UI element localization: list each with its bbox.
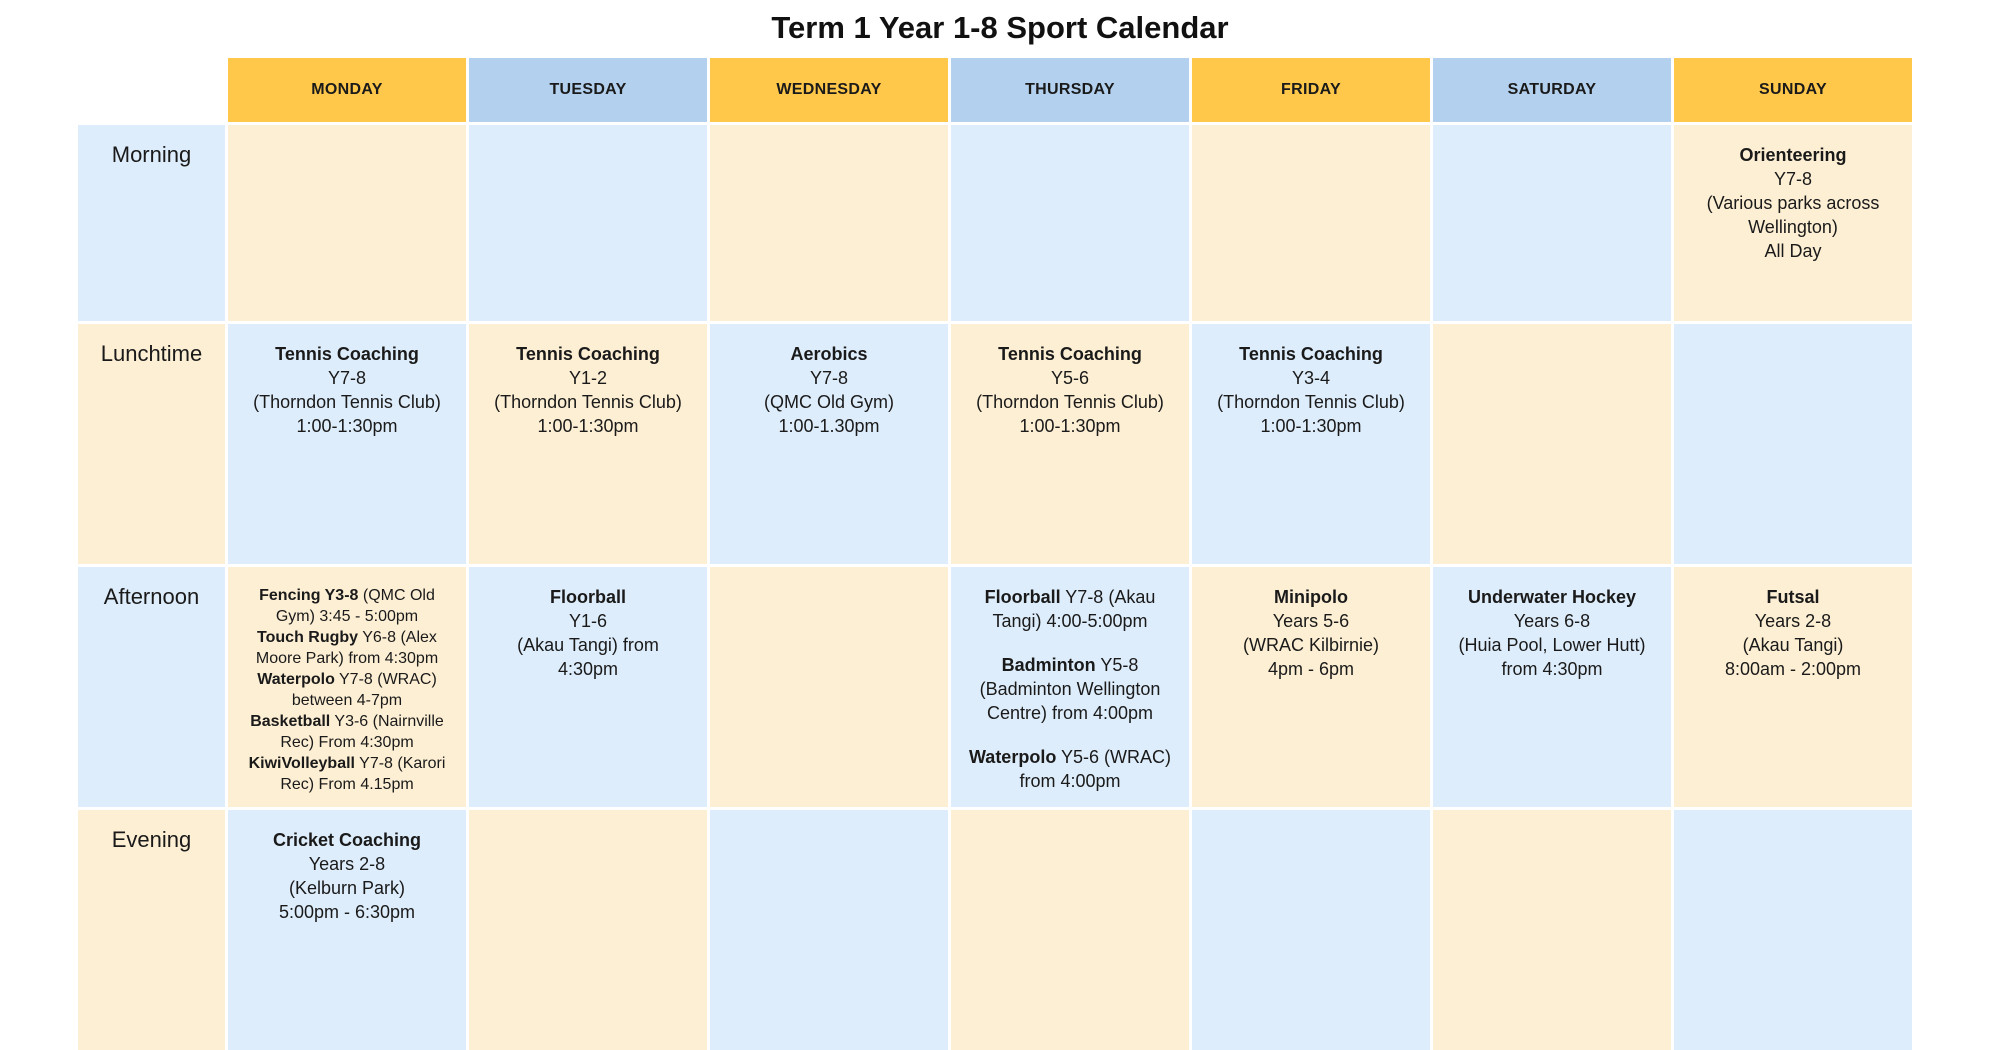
calendar-grid (78, 58, 1932, 1050)
event-location: (QMC Old Gym) (764, 392, 894, 412)
event-name: Futsal (1766, 587, 1820, 607)
event-location: (Kelburn Park) (288, 878, 406, 898)
cell-afternoon-saturday (1433, 567, 1671, 807)
header-monday: MONDAY (228, 58, 466, 122)
event-location: (Thorndon Tennis Club) (1217, 392, 1405, 412)
cell-morning-friday (1192, 125, 1430, 321)
event-time: from 4:30pm (1501, 659, 1603, 679)
cell-lunchtime-saturday (1433, 324, 1671, 564)
event-time: 1:00-1:30pm (537, 416, 639, 436)
event-location: (WRAC Kilbirnie) (1242, 635, 1379, 655)
event-name: Tennis Coaching (516, 344, 660, 364)
event-time: 1:00-1.30pm (778, 416, 880, 436)
cell-afternoon-tuesday (469, 567, 707, 807)
cell-evening-sunday (1674, 810, 1912, 1050)
header-wednesday: WEDNESDAY (710, 58, 948, 122)
event-time: 4pm - 6pm (1267, 659, 1355, 679)
cell-morning-saturday (1433, 125, 1671, 321)
event-years: Y1-6 (568, 611, 608, 631)
event-name: Tennis Coaching (275, 344, 419, 364)
row-label-morning: Morning (78, 125, 225, 321)
event-name: Orienteering (1739, 145, 1847, 165)
cell-morning-tuesday (469, 125, 707, 321)
cell-evening-monday (228, 810, 466, 1050)
cell-lunchtime-sunday (1674, 324, 1912, 564)
cell-evening-thursday (951, 810, 1189, 1050)
event-location: (Huia Pool, Lower Hutt) (1458, 635, 1646, 655)
event-entry: Floorball Y7-8 (Akau Tangi) 4:00-5:00pm (984, 587, 1156, 631)
cell-evening-wednesday (710, 810, 948, 1050)
event-entry: Waterpolo Y5-6 (WRAC) from 4:00pm (968, 747, 1171, 791)
event-years: Years 6-8 (1513, 611, 1591, 631)
event-location: (Thorndon Tennis Club) (253, 392, 441, 412)
event-years: Y1-2 (568, 368, 608, 388)
event-years: Years 2-8 (1754, 611, 1832, 631)
event-time: All Day (1764, 241, 1822, 261)
cell-lunchtime-tuesday (469, 324, 707, 564)
event-years: Y5-6 (1050, 368, 1090, 388)
event-location: (Akau Tangi) from (517, 635, 659, 655)
event-entry: Touch Rugby Y6-8 (Alex Moore Park) from 4:30pm (255, 629, 439, 667)
header-sunday: SUNDAY (1674, 58, 1912, 122)
event-location: (Akau Tangi) (1742, 635, 1844, 655)
event-name: Cricket Coaching (272, 830, 422, 850)
cell-afternoon-thursday (951, 567, 1189, 807)
cell-evening-saturday (1433, 810, 1671, 1050)
event-time: 1:00-1:30pm (1260, 416, 1362, 436)
event-years: Years 2-8 (308, 854, 386, 874)
event-name: Underwater Hockey (1467, 587, 1637, 607)
event-years: Years 5-6 (1272, 611, 1350, 631)
event-entry: Basketball Y3-6 (Nairnville Rec) From 4:30pm (250, 713, 444, 751)
event-entry: Waterpolo Y7-8 (WRAC) between 4-7pm (257, 671, 437, 709)
cell-lunchtime-friday (1192, 324, 1430, 564)
event-entry: Fencing Y3-8 (QMC Old Gym) 3:45 - 5:00pm (259, 587, 435, 625)
row-label-evening: Evening (78, 810, 225, 1050)
event-years: Y7-8 (809, 368, 849, 388)
corner-cell (78, 58, 225, 122)
cell-afternoon-monday (228, 567, 466, 807)
page-title: Term 1 Year 1-8 Sport Calendar (771, 10, 1229, 45)
event-years: Y3-4 (1291, 368, 1331, 388)
header-tuesday: TUESDAY (469, 58, 707, 122)
event-location: (Thorndon Tennis Club) (494, 392, 682, 412)
event-time: 4:30pm (557, 659, 619, 679)
header-thursday: THURSDAY (951, 58, 1189, 122)
event-years: Y7-8 (1773, 169, 1813, 189)
cell-morning-thursday (951, 125, 1189, 321)
event-name: Tennis Coaching (1239, 344, 1383, 364)
cell-lunchtime-thursday (951, 324, 1189, 564)
row-label-lunchtime: Lunchtime (78, 324, 225, 564)
cell-morning-monday (228, 125, 466, 321)
event-name: Aerobics (790, 344, 868, 364)
header-friday: FRIDAY (1192, 58, 1430, 122)
event-name: Floorball (550, 587, 626, 607)
event-time: 5:00pm - 6:30pm (278, 902, 416, 922)
event-location: (Thorndon Tennis Club) (976, 392, 1164, 412)
event-time: 1:00-1:30pm (1019, 416, 1121, 436)
event-time: 1:00-1:30pm (296, 416, 398, 436)
cell-afternoon-sunday (1674, 567, 1912, 807)
event-name: Minipolo (1274, 587, 1348, 607)
event-time: 8:00am - 2:00pm (1724, 659, 1862, 679)
cell-lunchtime-monday (228, 324, 466, 564)
event-location-cont: Wellington) (1748, 217, 1838, 237)
row-label-afternoon: Afternoon (78, 567, 225, 807)
cell-lunchtime-wednesday (710, 324, 948, 564)
cell-morning-sunday (1674, 125, 1912, 321)
header-saturday: SATURDAY (1433, 58, 1671, 122)
cell-morning-wednesday (710, 125, 948, 321)
event-location: (Various parks across (1706, 193, 1880, 213)
cell-evening-tuesday (469, 810, 707, 1050)
event-entry: KiwiVolleyball Y7-8 (Karori Rec) From 4.15pm (248, 755, 446, 793)
cell-afternoon-friday (1192, 567, 1430, 807)
cell-afternoon-wednesday (710, 567, 948, 807)
cell-evening-friday (1192, 810, 1430, 1050)
event-entry: Badminton Y5-8 (Badminton Wellington Centre) from 4:00pm (979, 655, 1161, 723)
event-years: Y7-8 (327, 368, 367, 388)
event-name: Tennis Coaching (998, 344, 1142, 364)
